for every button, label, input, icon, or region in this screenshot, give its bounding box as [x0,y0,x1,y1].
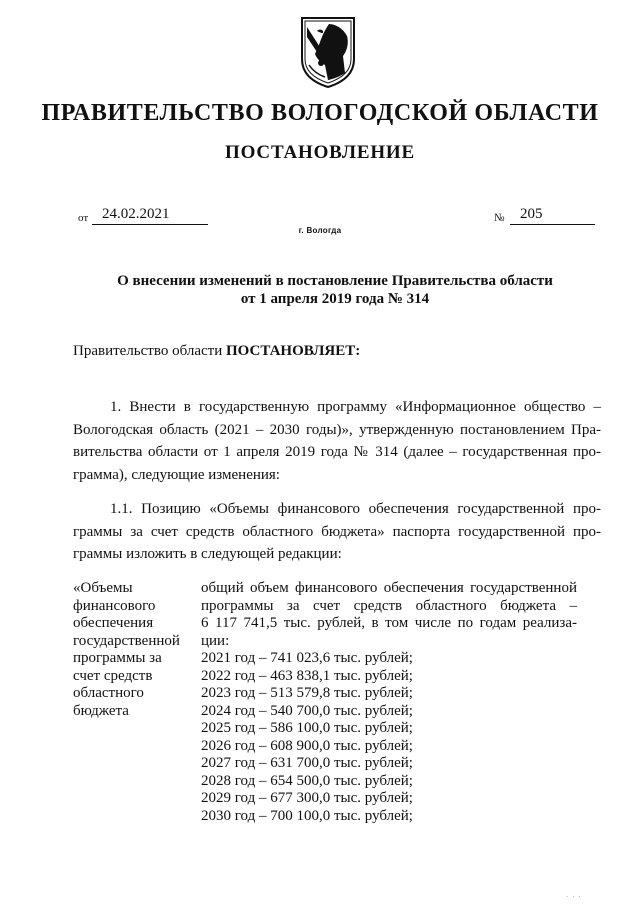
document-type: ПОСТАНОВЛЕНИЕ [225,142,415,163]
city-label: г. Вологда [298,226,342,235]
document-number: 205 [510,206,595,225]
page-mark: · · · [566,893,582,901]
year-funding-line: 2027 год – 631 700,0 тыс. рублей; [201,755,413,771]
decree-verb: ПОСТАНОВЛЯЕТ: [225,343,361,359]
number-prefix: № [494,212,505,224]
label-line: «Объемы [73,580,133,596]
document-subject [0,272,640,308]
label-line: государственной [73,632,180,649]
year-funding-line: 2024 год – 540 700,0 тыс. рублей; [201,702,413,719]
year-funding-line: 2023 год – 513 579,8 тыс. рублей; [201,685,413,701]
year-funding-line: 2025 год – 586 100,0 тыс. рублей; [201,720,413,736]
year-funding-line: 2021 год – 741 023,6 тыс. рублей; [201,650,413,666]
label-line: счет средств [73,667,153,684]
decree-statement [73,343,360,360]
paragraph-line: граммы изложить в следующей редакции: [73,546,342,562]
value-line: ции: [201,632,230,649]
year-funding-line: 2026 год – 608 900,0 тыс. рублей; [201,737,413,754]
year-funding-line: 2029 год – 677 300,0 тыс. рублей; [201,790,413,806]
paragraph-line: 1. Внести в государственную программу «Информационное общество – [110,399,601,415]
paragraph-line: граммы за счет средств областного бюджета» паспорта государственной про- [73,523,601,540]
government-title: ПРАВИТЕЛЬСТВО ВОЛОГОДСКОЙ ОБЛАСТИ [41,100,599,126]
year-funding-line: 2030 год – 700 100,0 тыс. рублей; [201,807,413,824]
paragraph-line: грамма), следующие изменения: [73,466,280,483]
label-line: областного [73,685,144,701]
date-prefix: от [78,212,89,224]
year-funding-line: 2022 год – 463 838,1 тыс. рублей; [201,667,413,684]
paragraph-2 [73,498,601,566]
value-line: общий объем финансового обеспечения государственной [201,580,577,596]
subject-line-1: О внесении изменений в постановление Правительства области [117,273,553,289]
decree-prefix: Правительство области [73,343,226,359]
document-date: 24.02.2021 [92,206,208,225]
year-funding-line: 2028 год – 654 500,0 тыс. рублей; [201,772,413,789]
paragraph-line: 1.1. Позицию «Объемы финансового обеспечения государственной про- [110,501,601,517]
label-line: бюджета [73,702,129,719]
value-line: программы за счет средств областного бюджета – [201,597,577,614]
paragraph-line: Вологодская область (2021 – 2030 годы)», утвержденную постановлением Пра- [73,421,601,438]
value-line: 6 117 741,5 тыс. рублей, в том числе по годам реализа- [201,615,577,631]
label-line: обеспечения [73,615,154,631]
passport-position-value [201,580,577,825]
passport-position-label [73,580,193,720]
label-line: финансового [73,597,156,614]
label-line: программы за [73,650,162,666]
paragraph-line: вительства области от 1 апреля 2019 года № 314 (далее – государственная про- [73,444,601,460]
coat-of-arms-icon [299,15,357,89]
subject-line-2: от 1 апреля 2019 года № 314 [240,291,430,307]
paragraph-1 [73,396,601,486]
